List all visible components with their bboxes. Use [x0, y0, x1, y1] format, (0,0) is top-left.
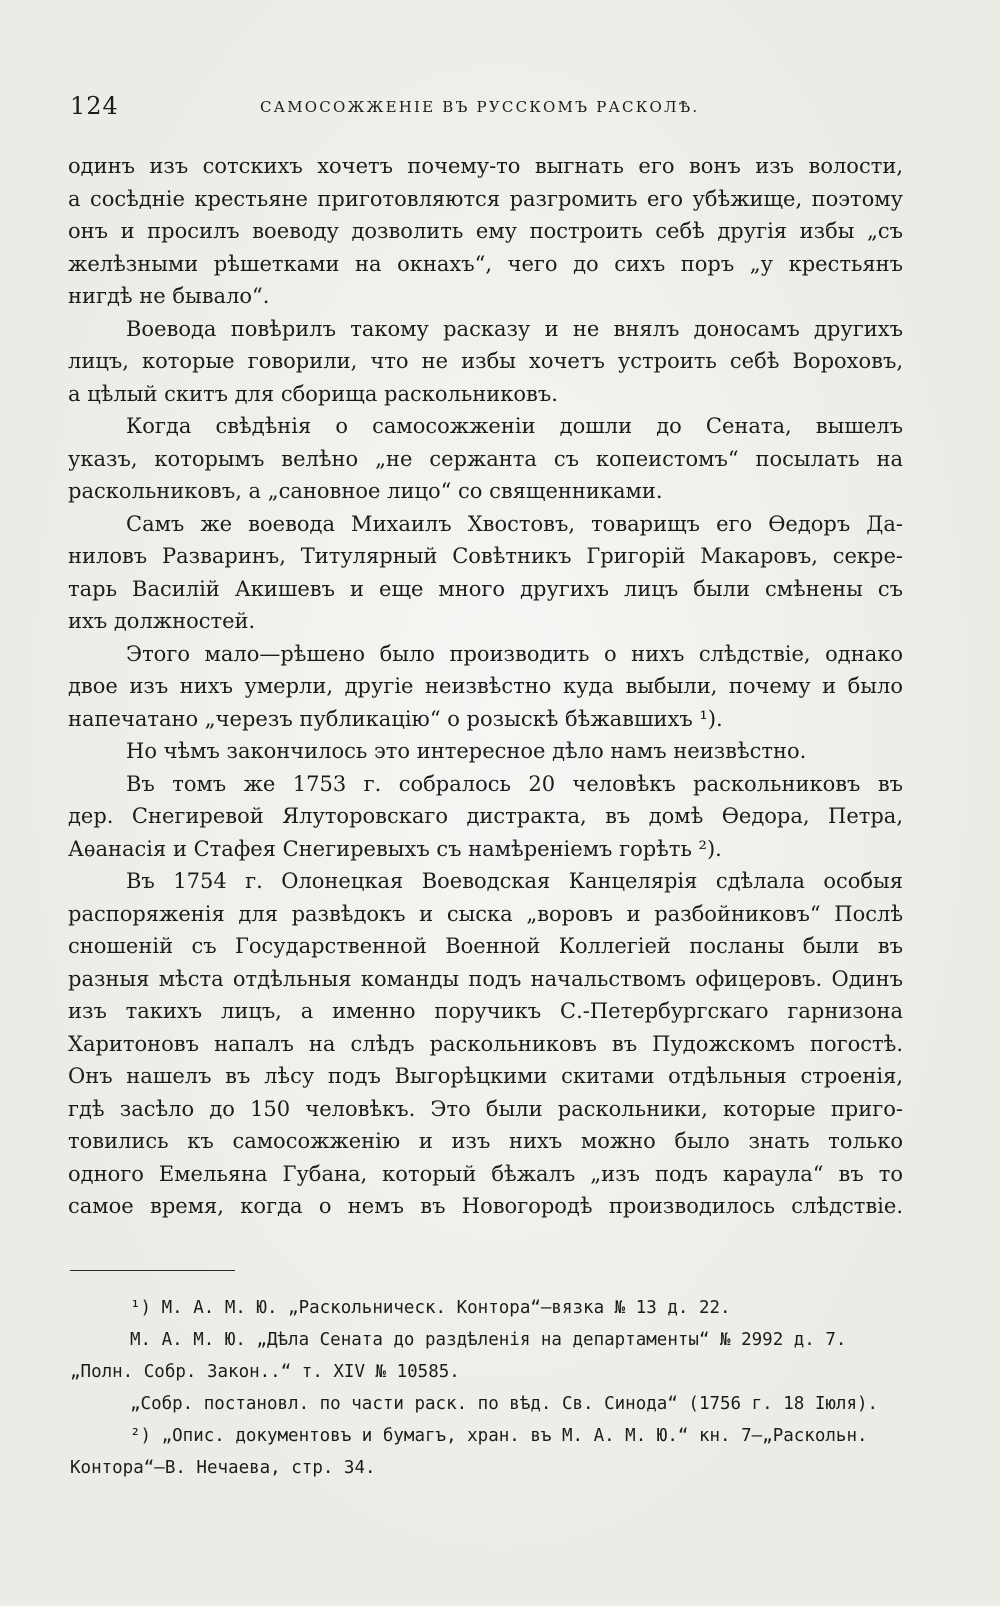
text-line: напечатано „черезъ публикацію“ о розыскѣ бѣжавшихъ ¹). [68, 706, 723, 731]
text-line: а сосѣдніе крестьяне приготовляются разгромить его убѣжище, поэтому [68, 186, 903, 211]
text-line: разныя мѣста отдѣльныя команды подъ начальствомъ офицеровъ. Одинъ [68, 966, 903, 991]
text-line: изъ такихъ лицъ, а именно поручикъ С.-Петербургскаго гарнизона [68, 999, 903, 1023]
text-line: Но чѣмъ закончилось это интересное дѣло намъ неизвѣстно. [126, 739, 807, 763]
text-line: ниловъ Разваринъ, Титулярный Совѣтникъ Григорій Макаровъ, секре- [68, 544, 903, 568]
text-line: одинъ изъ сотскихъ хочетъ почему-то выгнать его вонъ изъ волости, [68, 154, 903, 178]
text-line: Харитоновъ напалъ на слѣдъ раскольниковъ въ Пудожскомъ погостѣ. [68, 1031, 903, 1056]
text-line: самое время, когда о немъ въ Новогородѣ производилось слѣдствіе. [68, 1194, 903, 1218]
text-line: а цѣлый скитъ для сборища раскольниковъ. [68, 381, 558, 406]
text-line: одного Емельяна Губана, который бѣжалъ „изъ подъ караула“ въ то [68, 1161, 903, 1186]
text-line: желѣзными рѣшетками на окнахъ“, чего до сихъ поръ „у крестьянъ [68, 251, 903, 276]
main-text [68, 150, 903, 1223]
running-title: САМОСОЖЖЕНІЕ ВЪ РУССКОМЪ РАСКОЛѢ. [260, 98, 700, 116]
footnote-line: ²) „Опис. документовъ и бумагъ, хран. въ М. А. М. Ю.“ кн. 7—„Раскольн. [130, 1426, 868, 1446]
text-line: ихъ должностей. [68, 609, 256, 633]
page-number: 124 [70, 92, 119, 120]
text-line: Когда свѣдѣнія о самосожженіи дошли до Сената, вышелъ [126, 414, 903, 438]
footnote-line: Контора“—В. Нечаева, стр. 34. [70, 1458, 376, 1478]
text-line: указъ, которымъ велѣно „не сержанта съ копеистомъ“ посылать на [68, 446, 903, 471]
footnote-line: ¹) М. А. М. Ю. „Раскольническ. Контора“—вязка № 13 д. 22. [130, 1298, 731, 1318]
text-line: нигдѣ не бывало“. [68, 284, 270, 308]
text-line: Этого мало—рѣшено было производить о нихъ слѣдствіе, однако [126, 641, 903, 666]
text-line: сношеній съ Государственной Военной Коллегіей посланы были въ [68, 934, 903, 958]
text-line: Воевода повѣрилъ такому расказу и не внялъ доносамъ другихъ [126, 316, 903, 341]
page-header [70, 92, 910, 126]
footnote-line: М. А. М. Ю. „Дѣла Сената до раздѣленія на департаменты“ № 2992 д. 7. [130, 1330, 847, 1350]
text-line: тарь Василій Акишевъ и еще много другихъ лицъ были смѣнены съ [68, 576, 903, 601]
text-line: лицъ, которые говорили, что не избы хочетъ устроить себѣ Вороховъ, [68, 349, 903, 373]
text-line: гдѣ засѣло до 150 человѣкъ. Это были раскольники, которые приго- [68, 1096, 903, 1121]
text-line: Въ 1754 г. Олонецкая Воеводская Канцелярія сдѣлала особыя [126, 869, 903, 893]
text-line: Самъ же воевода Михаилъ Хвостовъ, товарищъ его Ѳедоръ Да- [126, 511, 903, 536]
footnote-line: „Полн. Собр. Закон..“ т. XIV № 10585. [70, 1362, 460, 1382]
footnotes [70, 1292, 905, 1484]
text-line: онъ и просилъ воеводу дозволить ему построить себѣ другія избы „съ [68, 219, 903, 243]
footnote-divider [70, 1270, 235, 1271]
text-line: Онъ нашелъ въ лѣсу подъ Выгорѣцкими скитами отдѣльныя строенія, [68, 1064, 903, 1088]
footnote-line: „Собр. постановл. по части раск. по вѣд. Св. Синода“ (1756 г. 18 Іюля). [130, 1394, 879, 1414]
text-line: Аѳанасія и Стафея Снегиревыхъ съ намѣреніемъ горѣть ²). [68, 836, 722, 861]
text-line: товились къ самосожженію и изъ нихъ можно было знать только [68, 1129, 903, 1153]
text-line: раскольниковъ, а „сановное лицо“ со священниками. [68, 479, 663, 503]
text-line: распоряженія для развѣдокъ и сыска „воровъ и разбойниковъ“ Послѣ [68, 901, 903, 926]
text-line: дер. Снегиревой Ялуторовскаго дистракта, въ домѣ Ѳедора, Петра, [68, 804, 903, 828]
text-line: Въ томъ же 1753 г. собралось 20 человѣкъ раскольниковъ въ [126, 771, 903, 796]
text-line: двое изъ нихъ умерли, другіе неизвѣстно куда выбыли, почему и было [68, 674, 903, 698]
